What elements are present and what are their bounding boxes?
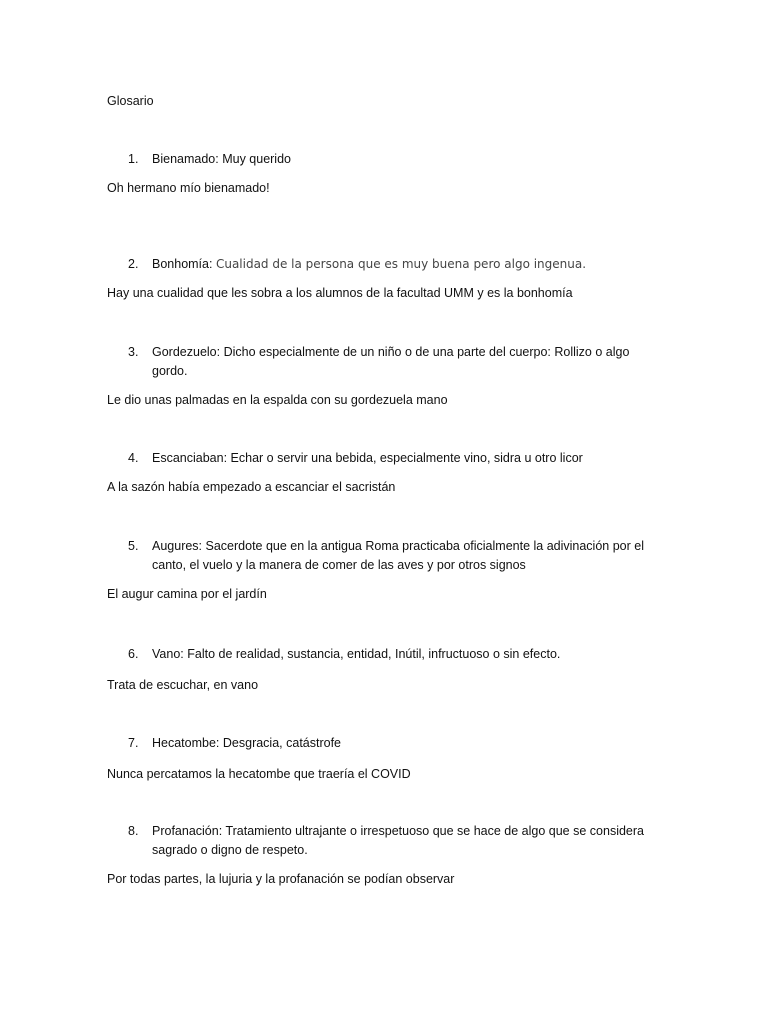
entry-number: 5. [128,539,139,553]
entry-definition: Desgracia, catástrofe [222,736,341,750]
term-line [107,343,667,381]
entry-example: A la sazón había empezado a escanciar el sacristán [107,480,396,494]
document-title: Glosario [107,94,154,108]
glossary-entry [107,150,667,198]
glossary-entry [107,734,667,784]
entry-example: Por todas partes, la lujuria y la profanación se podían observar [107,872,455,886]
term-line [107,734,667,753]
entry-term: Bienamado: [152,152,219,166]
entry-example: Hay una cualidad que les sobra a los alumnos de la facultad UMM y es la bonhomía [107,286,573,300]
entry-term: Vano: [152,647,184,661]
entry-example: Nunca percatamos la hecatombe que traería el COVID [107,767,411,781]
term-line [107,537,667,575]
entry-example: Oh hermano mío bienamado! [107,181,270,195]
glossary-entry [107,645,667,695]
entry-term: Escanciaban: [152,451,228,465]
entry-term: Gordezuelo: [152,345,221,359]
glossary-entry [107,343,667,410]
entry-term: Augures: [152,539,203,553]
glossary-entry [107,537,667,604]
entry-definition: Falto de realidad, sustancia, entidad, Inútil, infructuoso o sin efecto. [187,647,561,661]
entry-term: Profanación: [152,824,223,838]
entry-definition: Tratamiento ultrajante o irrespetuoso que se hace de algo que se considera sagrado o digno de respeto. [152,824,644,857]
entry-example: Trata de escuchar, en vano [107,678,259,692]
entry-number: 6. [128,647,139,661]
entry-definition: Cualidad de la persona que es muy buena pero algo ingenua. [215,257,587,271]
entry-number: 8. [128,824,139,838]
entry-number: 3. [128,345,139,359]
entry-definition: Echar o servir una bebida, especialmente vino, sidra u otro licor [230,451,583,465]
entry-term: Hecatombe: [152,736,220,750]
entry-example: Le dio unas palmadas en la espalda con su gordezuela mano [107,393,448,407]
entry-number: 7. [128,736,139,750]
glossary-entry [107,255,667,303]
term-line [107,150,667,169]
term-line [107,255,667,274]
entry-definition: Sacerdote que en la antigua Roma practicaba oficialmente la adivinación por el canto, el vuelo y la manera de comer de las aves y por otros signos [152,539,644,572]
entry-definition: Muy querido [222,152,291,166]
entry-number: 1. [128,152,139,166]
term-line [107,645,667,664]
entry-number: 4. [128,451,139,465]
term-line [107,822,667,860]
entry-example: El augur camina por el jardín [107,587,267,601]
term-line [107,449,667,468]
entry-definition: Dicho especialmente de un niño o de una parte del cuerpo: Rollizo o algo gordo. [152,345,630,378]
entry-number: 2. [128,257,139,271]
entry-term: Bonhomía: [152,257,213,271]
glossary-entry [107,822,667,889]
glossary-entry [107,449,667,497]
